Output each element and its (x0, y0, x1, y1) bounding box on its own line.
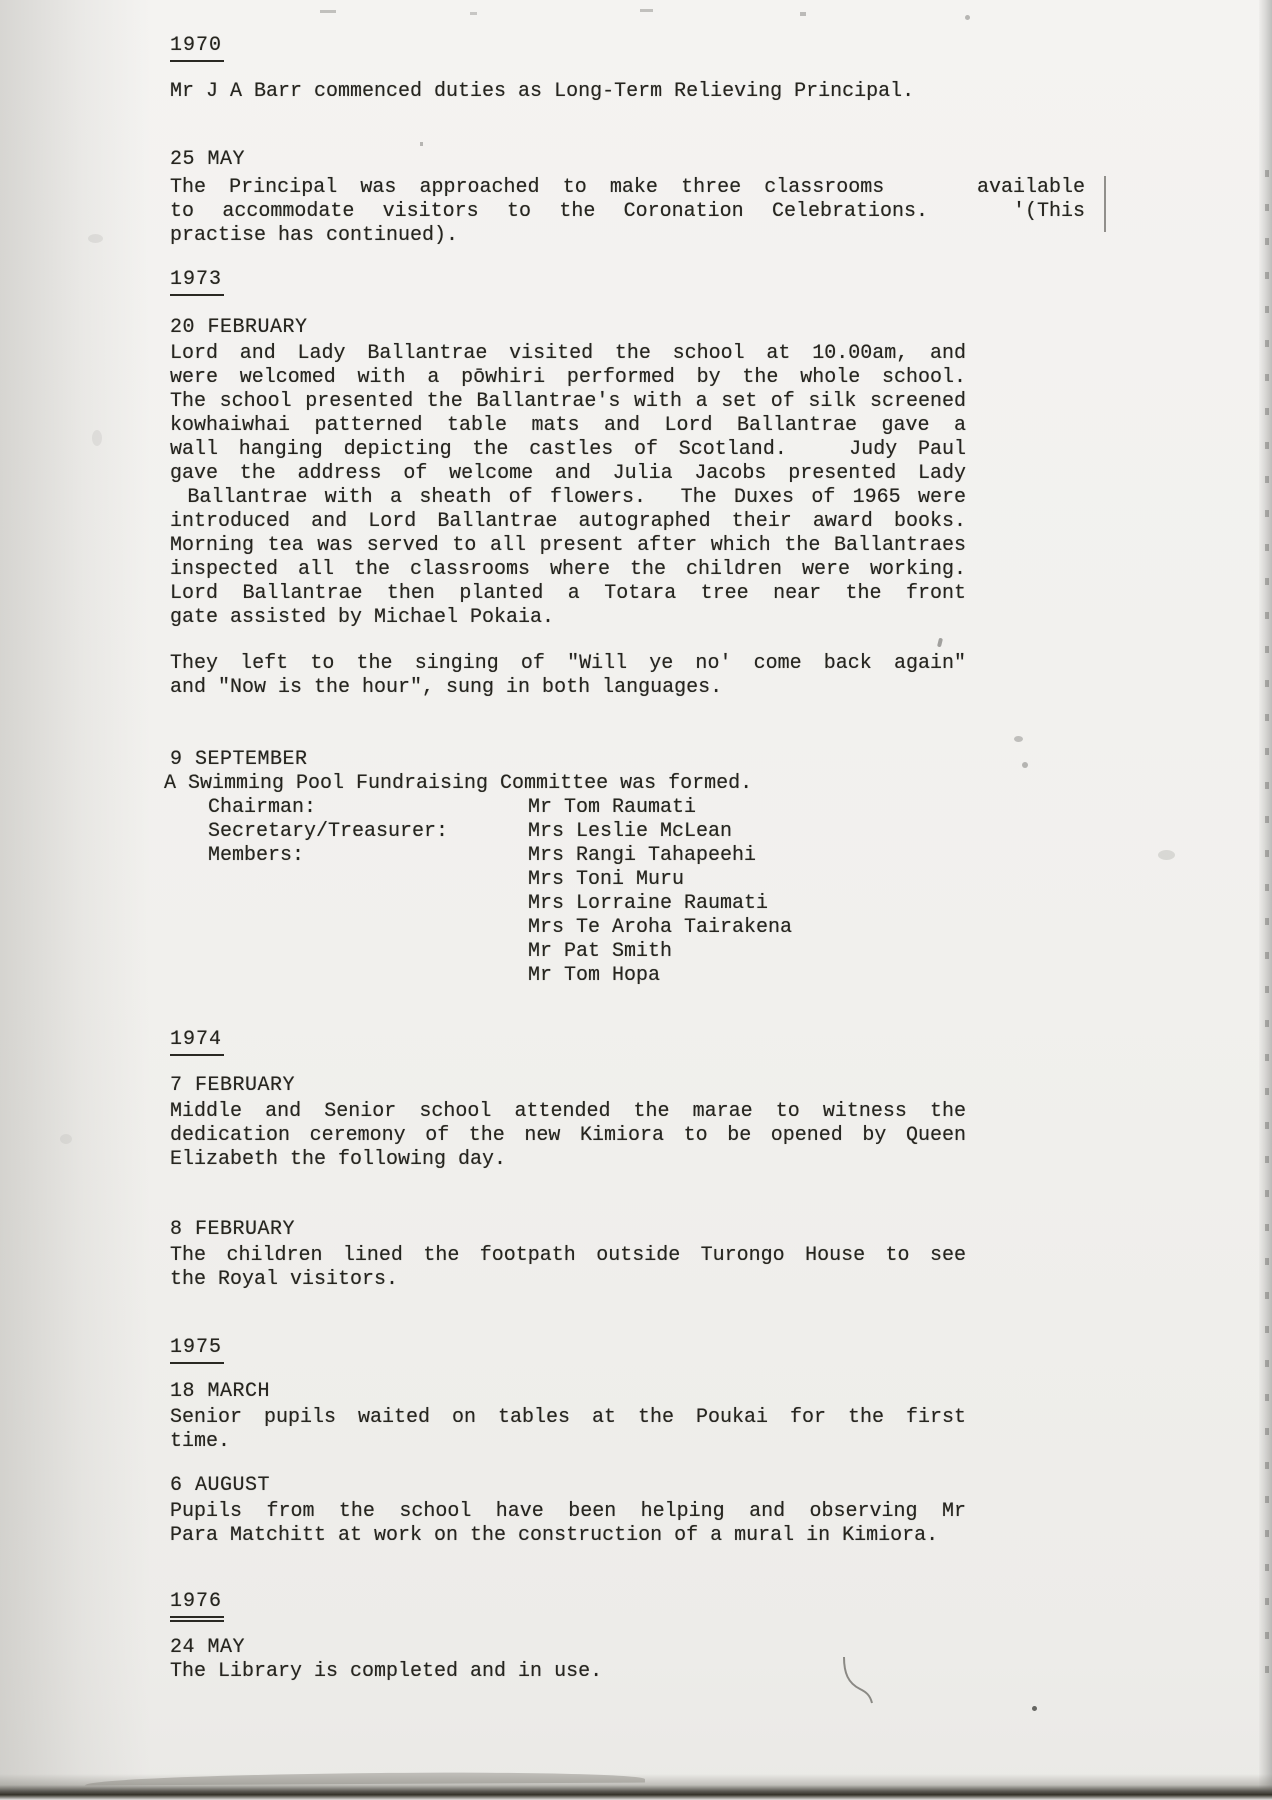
paragraph-7-february (170, 1100, 966, 1172)
year-heading-1976 (170, 1590, 224, 1622)
paragraph-line: The school presented the Ballantrae's with a set of silk screened (170, 390, 966, 413)
paragraph-line: The Principal was approached to make three classrooms available (170, 176, 1085, 199)
year-heading-1974 (170, 1028, 224, 1056)
paragraph-line: Morning tea was served to all present after which the Ballantraes (170, 534, 966, 557)
paragraph-line: Mr J A Barr commenced duties as Long-Term Relieving Principal. (170, 80, 915, 103)
committee-row (208, 964, 792, 988)
paragraph-line: Elizabeth the following day. (170, 1148, 507, 1171)
committee-role (208, 868, 528, 892)
year-heading-1973 (170, 268, 224, 296)
committee-row (208, 820, 792, 844)
paragraph-line: They left to the singing of "Will ye no' come back again" (170, 652, 966, 675)
paragraph-line: dedication ceremony of the new Kimiora to be opened by Queen (170, 1124, 966, 1147)
paragraph-line: were welcomed with a pōwhiri performed by the whole school. (170, 366, 966, 389)
year-heading-1970 (170, 34, 224, 62)
scan-speck (470, 12, 477, 15)
paragraph-25-may (170, 176, 1085, 248)
paragraph-line: Para Matchitt at work on the construction of a mural in Kimiora. (170, 1524, 939, 1547)
scan-speck (420, 142, 423, 146)
committee-row (208, 916, 792, 940)
scan-smudge (1158, 850, 1175, 860)
scan-speck (800, 12, 806, 16)
paragraph-line: introduced and Lord Ballantrae autographed their award books. (170, 510, 966, 533)
year-label: 1976 (170, 1590, 224, 1622)
committee-name: Mrs Leslie McLean (528, 820, 733, 843)
scan-speck (1032, 1706, 1037, 1711)
scan-speck (320, 10, 336, 13)
scan-smudge (88, 234, 103, 243)
paragraph-6-august (170, 1500, 966, 1548)
date-heading-20-february: 20 FEBRUARY (170, 316, 308, 339)
committee-role: Members: (208, 844, 305, 867)
date-heading-9-september: 9 SEPTEMBER (170, 748, 308, 771)
paragraph-line: time. (170, 1430, 231, 1453)
scan-speck (1014, 736, 1023, 742)
paragraph-line: kowhaiwhai patterned table mats and Lord Ballantrae gave a (170, 414, 966, 437)
bottom-scan-shadow (0, 1774, 1272, 1800)
committee-row (208, 796, 792, 820)
paragraph-line: wall hanging depicting the castles of Scotland. Judy Paul (170, 438, 966, 461)
paragraph-line: practise has continued). (170, 224, 459, 247)
committee-name: Mrs Rangi Tahapeehi (528, 844, 757, 867)
scan-speck (640, 9, 653, 12)
committee-row (208, 892, 792, 916)
paragraph-line: Ballantrae with a sheath of flowers. The Duxes of 1965 were (170, 486, 966, 509)
committee-role: Secretary/Treasurer: (208, 820, 449, 843)
date-heading-24-may: 24 MAY (170, 1636, 246, 1659)
year-label: 1975 (170, 1336, 224, 1364)
paragraph-line: to accommodate visitors to the Coronation Celebrations. '(This (170, 200, 1085, 223)
committee-intro-line: A Swimming Pool Fundraising Committee was formed. (164, 772, 753, 795)
paragraph-line: The Library is completed and in use. (170, 1660, 603, 1683)
scan-speck (965, 15, 970, 20)
committee-list (208, 796, 792, 988)
committee-name: Mr Pat Smith (528, 940, 673, 963)
committee-role: Chairman: (208, 796, 317, 819)
paragraph-line: The children lined the footpath outside Turongo House to see (170, 1244, 966, 1267)
scan-smudge (92, 430, 102, 446)
date-heading-7-february: 7 FEBRUARY (170, 1074, 296, 1097)
paragraph-line: and "Now is the hour", sung in both languages. (170, 676, 723, 699)
scan-line-artifact (1104, 176, 1106, 232)
paragraph-line: Lord and Lady Ballantrae visited the school at 10.00am, and (170, 342, 966, 365)
committee-role (208, 892, 528, 916)
paragraph-8-february (170, 1244, 966, 1292)
paragraph-20-february (170, 342, 966, 630)
paragraph-singing (170, 652, 966, 700)
paragraph-line: Middle and Senior school attended the marae to witness the (170, 1100, 966, 1123)
paragraph-line: gave the address of welcome and Julia Jacobs presented Lady (170, 462, 966, 485)
paragraph-line: Lord Ballantrae then planted a Totara tree near the front (170, 582, 966, 605)
scan-speck (1022, 762, 1028, 768)
paragraph-line: the Royal visitors. (170, 1268, 399, 1291)
paragraph-line: Senior pupils waited on tables at the Poukai for the first (170, 1406, 966, 1429)
scan-scratch-curve (838, 1655, 884, 1707)
committee-name: Mrs Toni Muru (528, 868, 685, 891)
year-heading-1975 (170, 1336, 224, 1364)
paragraph-line: gate assisted by Michael Pokaia. (170, 606, 555, 629)
committee-row (208, 844, 792, 868)
committee-role (208, 940, 528, 964)
scan-smudge (60, 1134, 72, 1144)
year-label: 1970 (170, 34, 224, 62)
left-edge-shading (0, 0, 150, 1800)
scan-speck (937, 638, 943, 648)
date-heading-25-may: 25 MAY (170, 148, 246, 171)
year-label: 1974 (170, 1028, 224, 1056)
committee-row (208, 940, 792, 964)
paragraph-line: Pupils from the school have been helping and observing Mr (170, 1500, 966, 1523)
committee-name: Mrs Te Aroha Tairakena (528, 916, 793, 939)
year-label: 1973 (170, 268, 224, 296)
committee-name: Mr Tom Raumati (528, 796, 697, 819)
date-heading-6-august: 6 AUGUST (170, 1474, 271, 1497)
date-heading-8-february: 8 FEBRUARY (170, 1218, 296, 1241)
paragraph-18-march (170, 1406, 966, 1454)
paragraph-line: inspected all the classrooms where the children were working. (170, 558, 966, 581)
date-heading-18-march: 18 MARCH (170, 1380, 271, 1403)
right-edge-bleed-marks (1265, 170, 1269, 1680)
committee-name: Mr Tom Hopa (528, 964, 661, 987)
committee-name: Mrs Lorraine Raumati (528, 892, 769, 915)
committee-role (208, 964, 528, 988)
committee-row (208, 868, 792, 892)
committee-role (208, 916, 528, 940)
